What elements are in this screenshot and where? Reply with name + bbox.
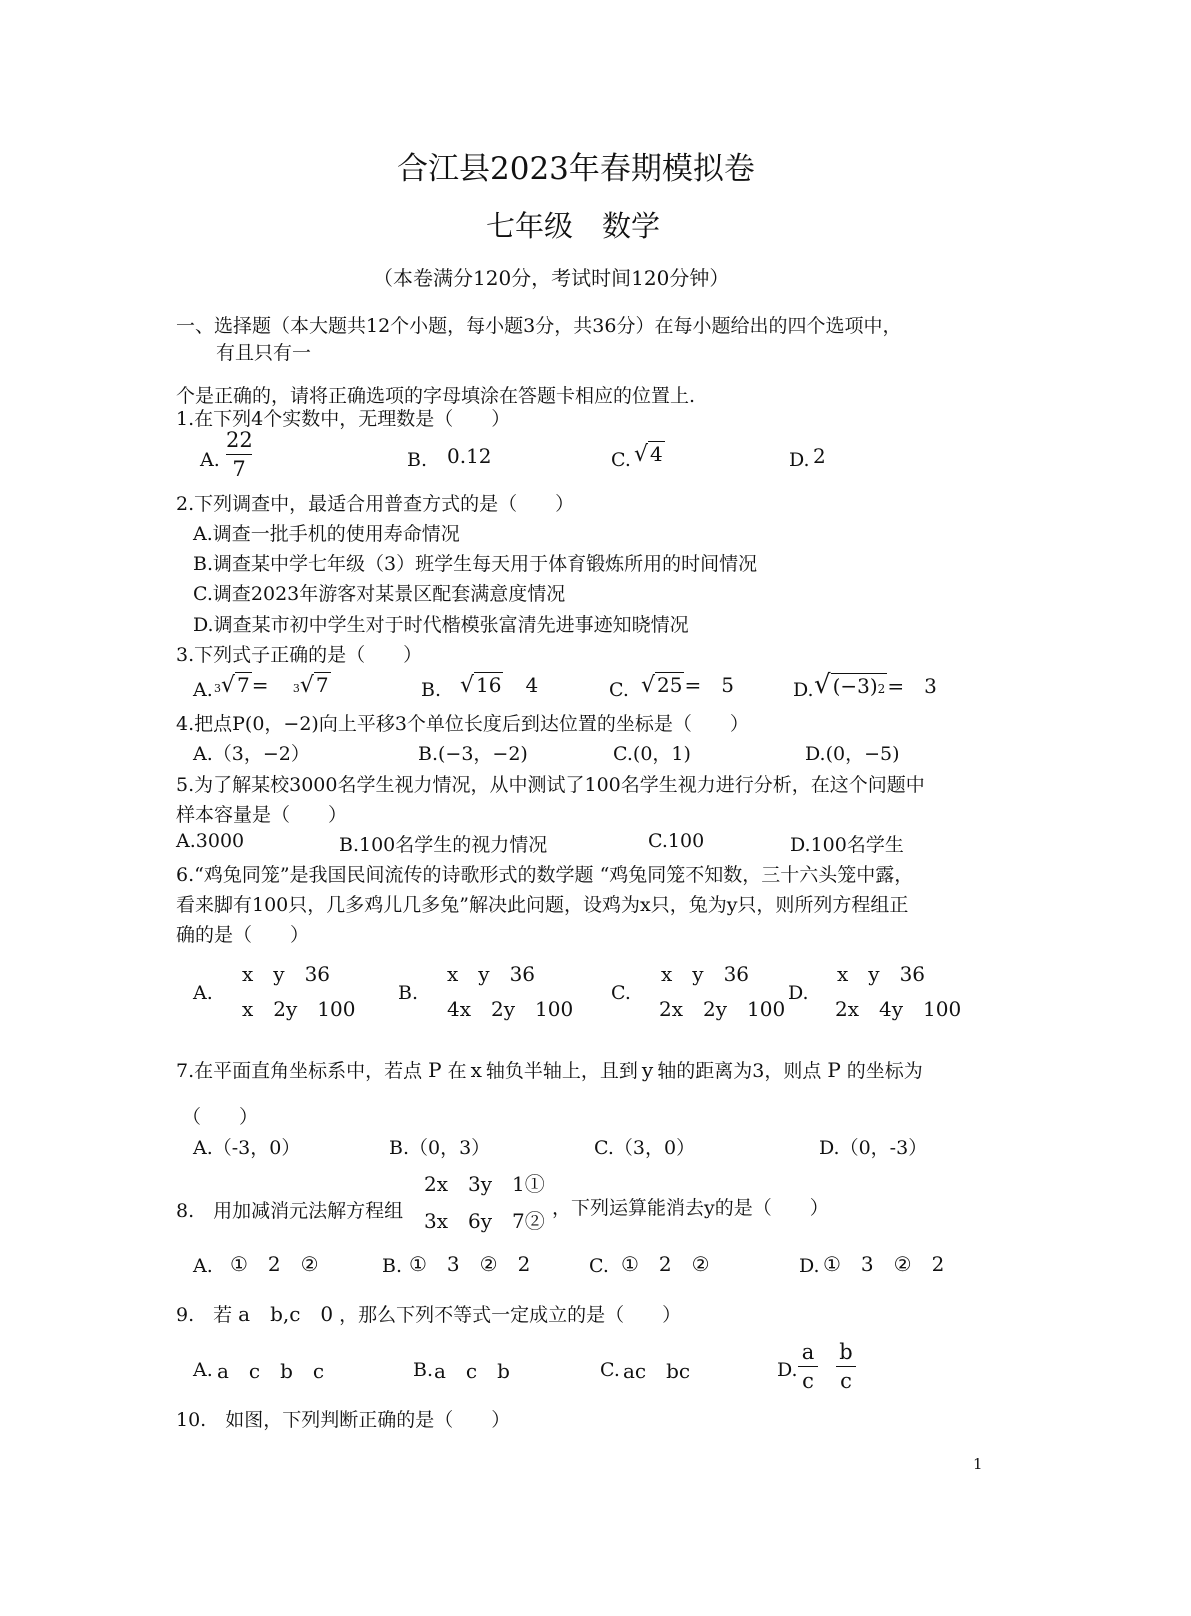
q7-stem-part: 轴的距离为3，则点 [657, 1060, 822, 1082]
q1-option-a-label: A. [200, 449, 220, 471]
q6-stem-line1: 6.“鸡兔同笼”是我国民间流传的诗歌形式的数学题 “鸡兔同笼不知数，三十六头笼中露， [176, 864, 914, 886]
q9-d-denominator: c [802, 1369, 814, 1393]
q6-option-c-label: C. [611, 982, 631, 1004]
q8-stem-right: ，下列运算能消去y的是（ ） [552, 1197, 829, 1219]
q3-a-eq: = [251, 673, 269, 697]
q9-option-a-label: A. [193, 1359, 213, 1381]
q6-option-d-row2: 2x 4y 100 [835, 997, 962, 1021]
q3-b-radicand: 16 [476, 673, 502, 697]
q8-stem-left: 8. 用加减消元法解方程组 [176, 1200, 404, 1222]
q3-option-c-label: C. [609, 679, 629, 701]
q8-option-b: ① 3 ② 2 [409, 1252, 531, 1276]
q1-option-d-label: D. [789, 449, 810, 471]
fraction-bar [226, 454, 252, 455]
q8-option-c: ① 2 ② [621, 1252, 710, 1276]
q9-option-d-label: D. [777, 1359, 798, 1381]
q7-stem-part: 轴负半轴上，且到 [485, 1060, 638, 1082]
q4-option-c: C.(0，1) [613, 743, 691, 765]
q9-condition: a b,c 0 [238, 1302, 334, 1326]
page-number: 1 [973, 1455, 983, 1473]
q6-option-a-label: A. [193, 982, 213, 1004]
q7-stem-part: 在 [447, 1060, 467, 1082]
q9-d-fraction-left [798, 1340, 818, 1393]
q6-option-a-row1: x y 36 [242, 962, 331, 986]
q9-d-fraction-right [836, 1340, 856, 1393]
q8-system-row2: 3x 6y 7② [424, 1209, 545, 1233]
q7-stem-line1 [176, 1056, 923, 1083]
q6-option-b-row2: 4x 2y 100 [447, 997, 574, 1021]
q7-stem-part: 7.在平面直角坐标系中，若点 [176, 1060, 423, 1082]
q8-option-d: ① 3 ② 2 [823, 1252, 945, 1276]
q3-a-right: 7 [315, 673, 329, 697]
q5-option-a: A.3000 [176, 830, 245, 852]
q7-option-d: D.（0，-3） [819, 1137, 928, 1159]
section-intro-line3: 个是正确的，请将正确选项的字母填涂在答题卡相应的位置上. [176, 385, 696, 407]
q1-a-numerator: 22 [226, 428, 253, 452]
radical-icon: √ [814, 670, 831, 700]
q9-option-c: ac bc [623, 1359, 691, 1383]
q6-option-d-label: D. [788, 982, 809, 1004]
q3-b-value: 4 [525, 673, 539, 697]
q8-system-row1: 2x 3y 1① [424, 1172, 545, 1196]
q3-d-eq: = [887, 674, 905, 698]
fraction-bar [798, 1366, 818, 1367]
q5-stem-line1: 5.为了解某校3000名学生视力情况，从中测试了100名学生视力进行分析，在这个问题中 [176, 774, 925, 796]
q5-stem-line2: 样本容量是（ ） [176, 804, 348, 826]
section-intro-line2: 有且只有一 [216, 342, 312, 364]
q7-stem-part: 的坐标为 [846, 1060, 923, 1082]
q7-x-axis: x [470, 1058, 482, 1082]
q6-option-a-row2: x 2y 100 [242, 997, 356, 1021]
q6-option-b-row1: x y 36 [447, 962, 536, 986]
q7-stem-line2: （ ） [182, 1106, 259, 1128]
q8-option-a: ① 2 ② [230, 1252, 319, 1276]
q9-option-b-label: B. [413, 1359, 434, 1381]
radical-icon: √ [634, 442, 649, 467]
q8-option-c-label: C. [589, 1255, 609, 1277]
q8-option-d-label: D. [799, 1255, 820, 1277]
q2-option-c: C.调查2023年游客对某景区配套满意度情况 [193, 583, 566, 605]
radical-icon: √ [460, 673, 475, 698]
q3-a-index-right: 3 [292, 682, 300, 695]
q6-stem-line3: 确的是（ ） [176, 924, 310, 946]
q3-option-b-expr [460, 672, 538, 698]
q6-option-c-row2: 2x 2y 100 [659, 997, 786, 1021]
q1-option-c-label: C. [611, 449, 631, 471]
q6-stem-line2: 看来脚有100只，几多鸡儿几多兔”解决此问题，设鸡为x只，兔为y只，则所列方程组正 [176, 894, 909, 916]
q1-a-denominator: 7 [232, 457, 246, 481]
q9-d-denominator: c [840, 1369, 852, 1393]
q5-option-d: D.100名学生 [790, 834, 904, 856]
q9-option-a: a c b c [217, 1359, 325, 1383]
q3-stem: 3.下列式子正确的是（ ） [176, 644, 423, 666]
q3-d-radicand [831, 673, 888, 698]
exam-title: 合江县2023年春期模拟卷 [397, 151, 755, 187]
q1-option-d-value: 2 [813, 444, 826, 468]
q7-option-c: C.（3，0） [594, 1137, 696, 1159]
q9-d-numerator: b [839, 1340, 853, 1364]
radical-icon: √ [641, 673, 656, 698]
q2-option-b: B.调查某中学七年级（3）班学生每天用于体育锻炼所用的时间情况 [193, 553, 758, 575]
exam-note: （本卷满分120分，考试时间120分钟） [373, 266, 730, 290]
q3-option-c-expr [641, 672, 734, 698]
q9-d-numerator: a [801, 1340, 815, 1364]
section-intro-line1: 一、选择题（本大题共12个小题，每小题3分，共36分）在每小题给出的四个选项中， [176, 315, 902, 337]
fraction-bar [836, 1366, 856, 1367]
q3-c-radicand: 25 [657, 673, 683, 697]
q2-option-a: A.调查一批手机的使用寿命情况 [193, 523, 460, 545]
q2-option-d: D.调查某市初中学生对于时代楷模张富清先进事迹知晓情况 [193, 614, 689, 636]
q8-option-b-label: B. [382, 1255, 403, 1277]
q9-stem-part: ，那么下列不等式一定成立的是（ ） [339, 1304, 682, 1326]
q7-option-b: B.（0，3） [389, 1137, 491, 1159]
q9-stem-part: 9. 若 [176, 1304, 233, 1326]
q3-option-b-label: B. [421, 679, 442, 701]
q6-option-d-row1: x y 36 [837, 962, 926, 986]
exam-subtitle: 七年级 数学 [486, 209, 661, 243]
q9-option-c-label: C. [600, 1359, 620, 1381]
q5-option-c: C.100 [648, 830, 705, 852]
q3-d-exponent: 2 [877, 682, 886, 696]
q1-stem: 1.在下列4个实数中，无理数是（ ） [176, 408, 511, 430]
q3-option-d-expr [814, 670, 937, 700]
q4-option-a: A.（3，−2） [193, 743, 310, 765]
q1-option-c-sqrt [634, 441, 665, 467]
radical-icon: √ [299, 673, 314, 698]
q3-option-d-label: D. [793, 679, 814, 701]
q1-c-radicand: 4 [650, 442, 663, 466]
q7-y-axis: y [641, 1058, 654, 1082]
q7-point-p: P [827, 1058, 841, 1082]
q7-point-p: P [428, 1058, 442, 1082]
q1-option-b-label: B. [407, 449, 428, 471]
q4-option-b: B.(−3，−2) [418, 743, 528, 765]
q6-option-c-row1: x y 36 [661, 962, 750, 986]
q3-a-index-left: 3 [214, 682, 221, 695]
q3-c-value: 5 [721, 673, 734, 697]
q2-stem: 2.下列调查中，最适合用普查方式的是（ ） [176, 493, 575, 515]
q5-option-b: B.100名学生的视力情况 [339, 834, 548, 856]
q8-option-a-label: A. [193, 1255, 213, 1277]
q3-c-eq: = [684, 673, 702, 697]
radical-icon: √ [221, 673, 236, 698]
q9-stem [176, 1298, 681, 1327]
q3-a-left: 7 [237, 673, 250, 697]
q6-option-b-label: B. [398, 982, 419, 1004]
q4-stem: 4.把点P(0，−2)向上平移3个单位长度后到达位置的坐标是（ ） [176, 713, 749, 735]
q1-option-a-fraction [226, 428, 252, 481]
q1-option-b-value: 0.12 [447, 444, 492, 468]
q10-stem: 10. 如图，下列判断正确的是（ ） [176, 1409, 511, 1431]
q3-d-value: 3 [924, 674, 937, 698]
q3-d-base: (−3) [832, 674, 878, 698]
q9-option-b: a c b [434, 1359, 510, 1383]
q7-option-a: A.（-3，0） [193, 1137, 301, 1159]
q4-option-d: D.(0，−5) [805, 743, 900, 765]
q3-option-a-label: A. [193, 679, 213, 701]
q3-option-a-expr [214, 672, 331, 698]
